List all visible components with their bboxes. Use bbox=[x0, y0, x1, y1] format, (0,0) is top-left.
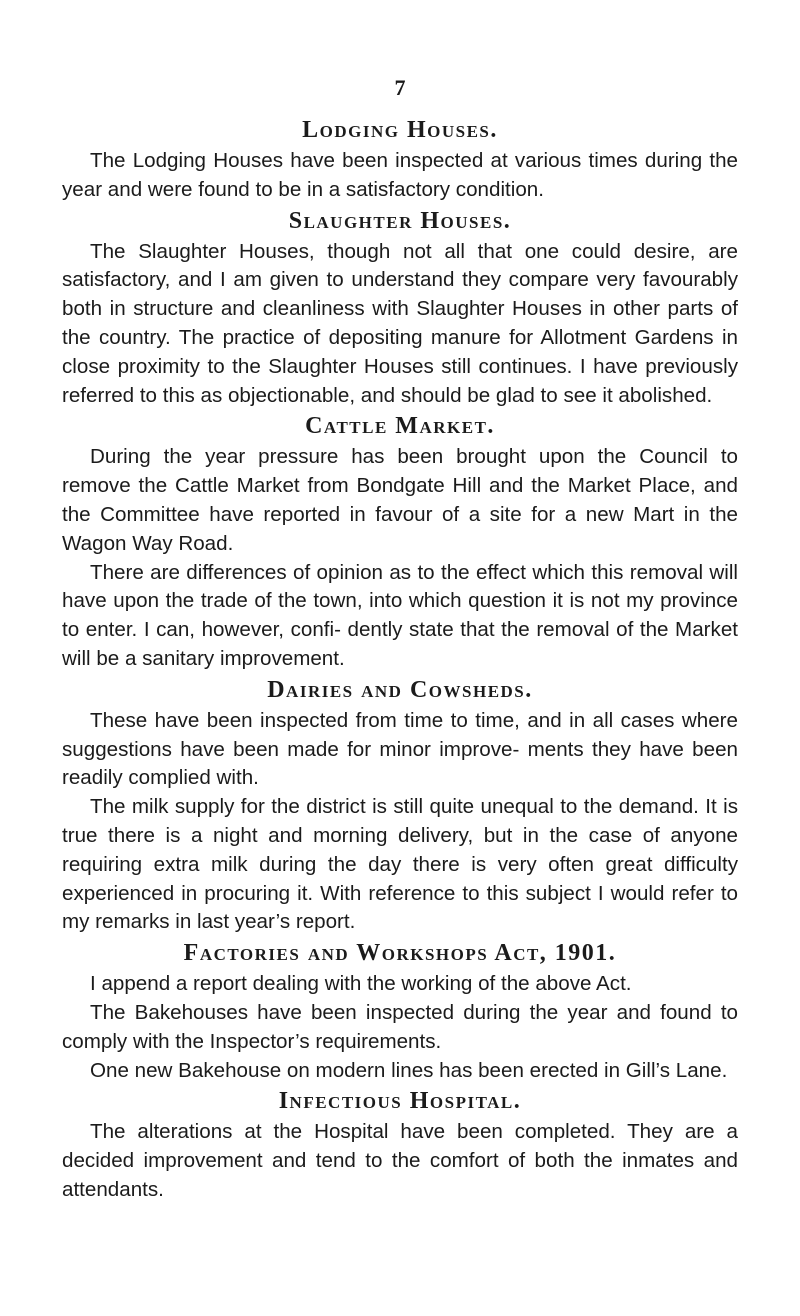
paragraph: The Lodging Houses have been inspected at various times during the year and were found to be in a satisfactory condition. bbox=[62, 149, 738, 201]
document-body bbox=[62, 114, 738, 1205]
section-heading: Dairies and Cowsheds. bbox=[267, 676, 533, 703]
section-heading: Cattle Market. bbox=[305, 413, 495, 440]
section-heading: Slaughter Houses. bbox=[288, 207, 512, 234]
section-heading: Lodging Houses. bbox=[302, 117, 498, 143]
paragraph: The Bakehouses have been inspected during the year and found to comply with the Inspector’s requirements. bbox=[62, 1000, 738, 1053]
section-factories-workshops-act bbox=[62, 937, 738, 1085]
section-heading: Factories and Workshops Act, 1901. bbox=[183, 940, 617, 967]
section-dairies-cowsheds bbox=[62, 674, 738, 937]
paragraph: The Slaughter Houses, though not all that one could desire, are satisfactory, and I am given to understand they compare very favourably both in structure and cleanliness with Slaughter Houses in other parts of the country. The practice of depositing manure for Allotment Gardens in close proximity to the Slaughter Houses still continues. I have previously referred to this as objectionable, and should be glad to see it abolished. bbox=[62, 239, 738, 407]
paragraph: The alterations at the Hospital have been completed. They are a decided improvement and tend to the comfort of both the inmates and attendants. bbox=[62, 1120, 738, 1201]
section-slaughter-houses bbox=[62, 205, 738, 411]
paragraph: There are differences of opinion as to the effect which this removal will have upon the trade of the town, into which question it is not my province to enter. I can, however, confi- dently state that the removal of the Market will be a sanitary improvement. bbox=[62, 560, 738, 670]
section-cattle-market bbox=[62, 410, 738, 673]
page-number: 7 bbox=[394, 75, 406, 100]
paragraph: During the year pressure has been brought upon the Council to remove the Cattle Market from Bondgate Hill and the Market Place, and the Committee have reported in favour of a site for a new Mart in the Wagon Way Road. bbox=[62, 445, 738, 555]
paragraph: The milk supply for the district is still quite unequal to the demand. It is true there is a night and morning delivery, but in the case of anyone requiring extra milk during the day there is very often great difficulty experienced in procuring it. With reference to this subject I would refer to my remarks in last year’s report. bbox=[62, 795, 738, 934]
paragraph: One new Bakehouse on modern lines has been erected in Gill’s Lane. bbox=[90, 1058, 728, 1082]
section-infectious-hospital bbox=[62, 1085, 738, 1204]
section-heading: Infectious Hospital. bbox=[278, 1088, 522, 1115]
paragraph: These have been inspected from time to time, and in all cases where suggestions have been made for minor improve- ments they have been readily complied with. bbox=[62, 708, 738, 790]
paragraph: I append a report dealing with the working of the above Act. bbox=[90, 972, 632, 996]
section-lodging-houses bbox=[62, 114, 738, 205]
